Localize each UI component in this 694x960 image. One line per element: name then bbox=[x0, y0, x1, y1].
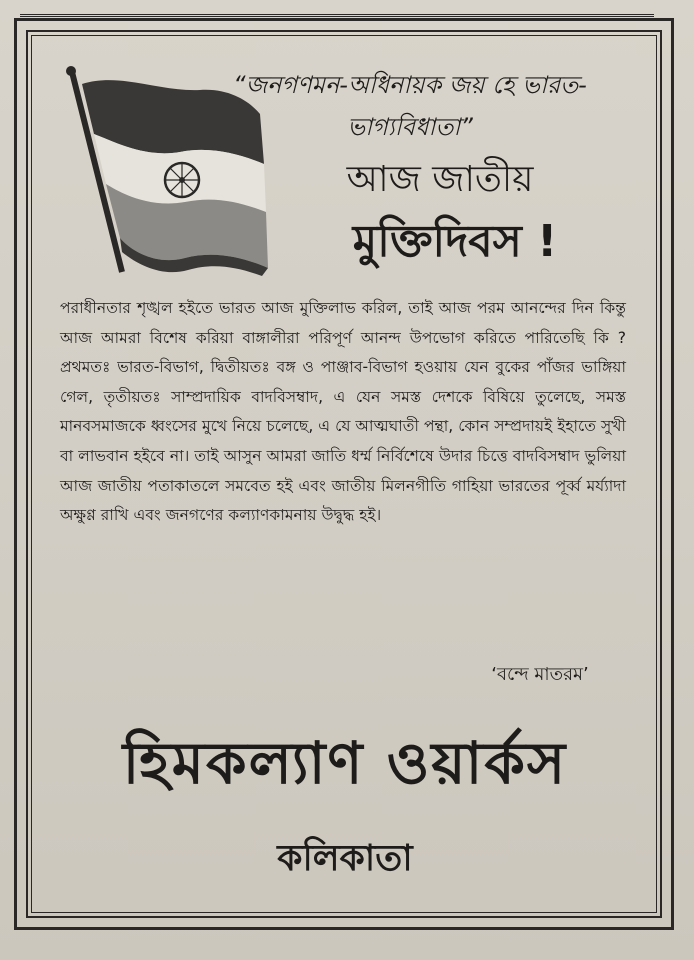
body-paragraph: পরাধীনতার শৃঙ্খল হইতে ভারত আজ মুক্তিলাভ করিল, তাই আজ পরম আনন্দের দিন কিন্তু আজ আমরা বিশেষ করিয়া বাঙ্গালীরা পরিপূর্ণ আনন্দ উপভোগ করিতে পারিতেছি কি ? প্রথমতঃ ভারত-বিভাগ, দ্বিতীয়তঃ বঙ্গ ও পাঞ্জাব-বিভাগ হওয়ায় যেন বুকের পাঁজর ভাঙ্গিয়া গেল, তৃতীয়তঃ সাম্প্রদায়িক বাদবিসম্বাদ, এ যেন সমস্ত দেশকে বিষিয়ে তুলেছে, সমস্ত মানবসমাজকে ধ্বংসের মুখে নিয়ে চলেছে, এ যে আত্মঘাতী পন্থা, কোন সম্প্রদায়ই ইহাতে সুখী বা লাভবান হইবে না। তাই আসুন আমরা জাতি ধর্ম্ম নির্বিশেষে উদার চিত্তে বাদবিসম্বাদ ভুলিয়া আজ জাতীয় পতাকাতলে সমবেত হই এবং জাতীয় মিলনগীতি গাহিয়া ভারতের পূর্ব্ব মর্য্যাদা অক্ষুণ্ণ রাখি এবং জনগণের কল্যাণকামনায় উদ্বুদ্ধ হই। bbox=[60, 299, 626, 525]
top-border-strip bbox=[20, 0, 654, 17]
headline-line1: আজ জাতীয় bbox=[346, 159, 534, 200]
headline-line2: মুক্তিদিবস ! bbox=[352, 216, 558, 267]
ashoka-chakra-icon bbox=[165, 163, 199, 197]
slogan: ‘বন্দে মাতরম’ bbox=[491, 664, 589, 685]
city-name: কলিকাতা bbox=[277, 838, 413, 879]
company-name: হিমকল্যাণ ওয়ার্কস bbox=[122, 729, 568, 797]
anthem-quote: “জনগণমন-অধিনায়ক জয় হে ভারত-ভাগ্যবিধাতা” bbox=[233, 71, 587, 141]
